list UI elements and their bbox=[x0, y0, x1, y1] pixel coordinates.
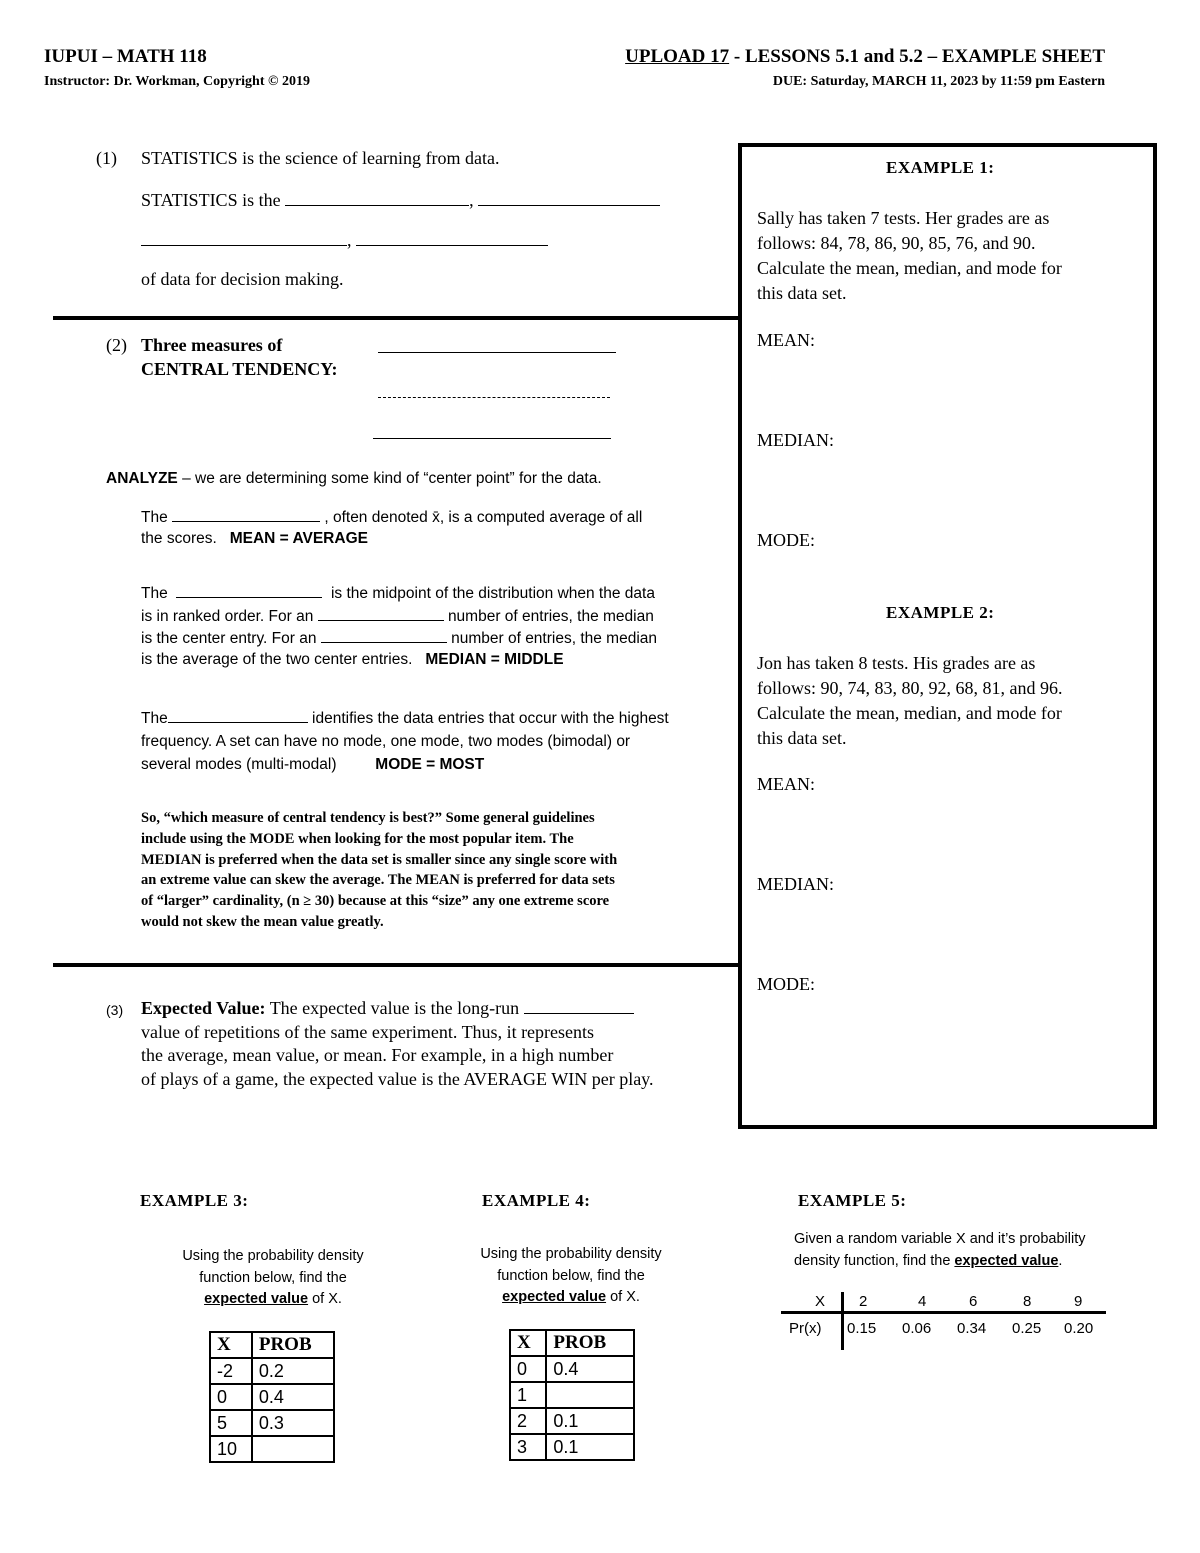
section1-number: (1) bbox=[96, 148, 117, 168]
mode-tag: MODE = MOST bbox=[375, 756, 485, 773]
course-title: IUPUI – MATH 118 bbox=[44, 46, 207, 67]
section1-line4: of data for decision making. bbox=[141, 269, 344, 289]
mode-desc-3: several modes (multi-modal) bbox=[141, 756, 337, 773]
cell-x: 2 bbox=[510, 1408, 546, 1434]
example5-p-value: 0.20 bbox=[1064, 1320, 1094, 1337]
upload-lessons: - LESSONS 5.1 and 5.2 – EXAMPLE SHEET bbox=[729, 46, 1105, 67]
section2-heading-1: Three measures of bbox=[141, 335, 283, 355]
example5-x-label: X bbox=[815, 1293, 826, 1310]
example3-line: function below, find the bbox=[199, 1269, 347, 1286]
example4-line: Using the probability density bbox=[480, 1246, 662, 1262]
tendency-blank-2 bbox=[378, 397, 610, 398]
section1-line3: , bbox=[141, 230, 548, 251]
section3-number: (3) bbox=[106, 1002, 124, 1018]
median-tag: MEDIAN = MIDDLE bbox=[425, 651, 564, 668]
example3-title: EXAMPLE 3: bbox=[140, 1191, 249, 1210]
blank-4 bbox=[356, 231, 548, 246]
cell-x: 3 bbox=[510, 1434, 546, 1460]
median-desc-2b: number of entries, the median bbox=[447, 608, 654, 625]
expected-value-heading: Expected Value: bbox=[141, 998, 266, 1018]
example4-title: EXAMPLE 4: bbox=[482, 1191, 591, 1210]
guidelines-paragraph bbox=[141, 808, 617, 933]
cell-prob bbox=[252, 1436, 334, 1462]
mode-line-2: frequency. A set can have no mode, one mode, two modes (bimodal) or bbox=[141, 733, 631, 750]
mean-line-1 bbox=[141, 507, 642, 527]
median-even-blank bbox=[321, 628, 447, 643]
example5-p-value: 0.06 bbox=[902, 1320, 932, 1337]
mode-blank bbox=[168, 708, 308, 723]
table-row bbox=[510, 1434, 634, 1460]
upload-number: UPLOAD 17 bbox=[625, 46, 730, 67]
cell-x: 10 bbox=[210, 1436, 252, 1462]
example2-text bbox=[757, 651, 1063, 751]
cell-prob: 0.4 bbox=[252, 1384, 334, 1410]
example1-median-label: MEDIAN: bbox=[757, 430, 834, 450]
table-row bbox=[210, 1358, 334, 1384]
tendency-blank-1 bbox=[378, 352, 616, 353]
example1-text bbox=[757, 206, 1062, 306]
section2-heading-2: CENTRAL TENDENCY: bbox=[141, 359, 338, 379]
median-odd-blank bbox=[318, 606, 444, 621]
guideline-line: an extreme value can skew the average. The MEAN is preferred for data sets bbox=[141, 872, 615, 889]
expected-value-term: expected value bbox=[204, 1291, 309, 1307]
mean-blank bbox=[172, 507, 320, 522]
cell-x: 1 bbox=[510, 1382, 546, 1408]
cell-prob: 0.4 bbox=[546, 1356, 634, 1382]
example5-line bbox=[794, 1250, 1086, 1272]
section1-line2-prefix: STATISTICS is the bbox=[141, 190, 281, 210]
long-run-blank bbox=[524, 999, 634, 1014]
table-row bbox=[210, 1436, 334, 1462]
mean-tag: MEAN = AVERAGE bbox=[229, 530, 368, 547]
median-desc-1: is the midpoint of the distribution when the data bbox=[330, 585, 655, 602]
example2-median-label: MEDIAN: bbox=[757, 874, 834, 894]
section1-line2: STATISTICS is the , bbox=[141, 190, 660, 211]
section3-line2: value of repetitions of the same experiment. Thus, it represents bbox=[141, 1022, 595, 1042]
example5-table-vrule bbox=[841, 1292, 844, 1350]
table-header-row bbox=[210, 1332, 334, 1358]
mode-line-1 bbox=[141, 708, 669, 728]
median-line-3 bbox=[141, 628, 657, 648]
analyze-text: – we are determining some kind of “center point” for the data. bbox=[177, 470, 602, 487]
median-desc-4: is the average of the two center entries. bbox=[141, 651, 413, 668]
table-row bbox=[210, 1384, 334, 1410]
median-desc-2a: is in ranked order. For an bbox=[141, 608, 314, 625]
analyze-line bbox=[106, 470, 602, 488]
guideline-line: MEDIAN is preferred when the data set is smaller since any single score with bbox=[141, 851, 618, 868]
median-line-1 bbox=[141, 583, 655, 603]
median-line-2 bbox=[141, 606, 654, 626]
example3-line: Using the probability density bbox=[182, 1248, 364, 1264]
median-desc-3b: number of entries, the median bbox=[451, 630, 658, 647]
blank-1 bbox=[285, 191, 469, 206]
divider-1 bbox=[53, 316, 741, 320]
cell-x: 0 bbox=[210, 1384, 252, 1410]
example1-line: Calculate the mean, median, and mode for bbox=[757, 258, 1062, 278]
example4-line3-rest: of X. bbox=[606, 1289, 640, 1305]
example5-table-hrule bbox=[781, 1311, 1106, 1314]
upload-title bbox=[625, 46, 1105, 68]
example3-table bbox=[209, 1331, 335, 1463]
example5-line2-rest: . bbox=[1058, 1253, 1063, 1269]
median-blank bbox=[176, 583, 322, 598]
table-header-row bbox=[510, 1330, 634, 1356]
cell-x: 0 bbox=[510, 1356, 546, 1382]
example1-line: this data set. bbox=[757, 283, 847, 303]
example1-line: follows: 84, 78, 86, 90, 85, 76, and 90. bbox=[757, 233, 1036, 253]
analyze-label: ANALYZE bbox=[106, 470, 178, 487]
cell-prob: 0.3 bbox=[252, 1410, 334, 1436]
table-row bbox=[510, 1356, 634, 1382]
section1-line1: STATISTICS is the science of learning from data. bbox=[141, 148, 500, 168]
example2-title: EXAMPLE 2: bbox=[886, 603, 995, 622]
mean-desc-2: the scores. bbox=[141, 530, 217, 547]
instructor-line: Instructor: Dr. Workman, Copyright © 2019 bbox=[44, 74, 310, 89]
example5-p-value: 0.15 bbox=[847, 1320, 877, 1337]
example1-mode-label: MODE: bbox=[757, 530, 815, 550]
example5-x-value: 2 bbox=[859, 1293, 868, 1310]
example3-instructions bbox=[120, 1246, 426, 1311]
example5-line: Given a random variable X and it’s probability bbox=[794, 1231, 1086, 1247]
cell-prob: 0.2 bbox=[252, 1358, 334, 1384]
mean-desc: , often denoted x̄, is a computed average of all bbox=[324, 509, 643, 526]
example2-line: follows: 90, 74, 83, 80, 92, 68, 81, and 96. bbox=[757, 678, 1063, 698]
example4-instructions bbox=[418, 1244, 724, 1309]
section3-line3: the average, mean value, or mean. For example, in a high number bbox=[141, 1045, 614, 1065]
expected-value-term: expected value bbox=[954, 1253, 1059, 1269]
example5-x-value: 8 bbox=[1023, 1293, 1032, 1310]
example5-x-value: 6 bbox=[969, 1293, 978, 1310]
blank-2 bbox=[478, 191, 660, 206]
section2-number: (2) bbox=[106, 335, 127, 355]
example2-mode-label: MODE: bbox=[757, 974, 815, 994]
mode-the: The bbox=[141, 710, 168, 727]
due-date: DUE: Saturday, MARCH 11, 2023 by 11:59 pm Eastern bbox=[772, 74, 1105, 89]
example1-mean-label: MEAN: bbox=[757, 330, 815, 350]
example5-p-value: 0.34 bbox=[957, 1320, 987, 1337]
guideline-line: would not skew the mean value greatly. bbox=[141, 913, 384, 930]
expected-value-def: The expected value is the long-run bbox=[265, 998, 520, 1018]
example5-p-label: Pr(x) bbox=[789, 1320, 822, 1337]
cell-prob: 0.1 bbox=[546, 1434, 634, 1460]
col-header-x: X bbox=[210, 1332, 252, 1358]
mode-desc-1: identifies the data entries that occur with the highest bbox=[312, 710, 669, 727]
table-row bbox=[510, 1382, 634, 1408]
example1-title: EXAMPLE 1: bbox=[886, 158, 995, 177]
mode-line-3 bbox=[141, 756, 484, 774]
example5-title: EXAMPLE 5: bbox=[798, 1191, 907, 1210]
col-header-prob: PROB bbox=[252, 1332, 334, 1358]
example1-line: Sally has taken 7 tests. Her grades are as bbox=[757, 208, 1050, 228]
example2-mean-label: MEAN: bbox=[757, 774, 815, 794]
guideline-line: So, “which measure of central tendency is best?” Some general guidelines bbox=[141, 810, 595, 826]
example4-line bbox=[418, 1287, 724, 1309]
tendency-blank-3 bbox=[373, 438, 611, 439]
example5-instructions bbox=[794, 1228, 1086, 1272]
example3-line bbox=[120, 1289, 426, 1311]
table-row bbox=[510, 1408, 634, 1434]
divider-2 bbox=[53, 963, 741, 967]
section3-line1 bbox=[141, 998, 634, 1019]
guideline-line: include using the MODE when looking for the most popular item. The bbox=[141, 830, 574, 847]
example5-x-value: 4 bbox=[918, 1293, 927, 1310]
mean-the: The bbox=[141, 509, 168, 526]
section3-line4: of plays of a game, the expected value is the AVERAGE WIN per play. bbox=[141, 1069, 654, 1089]
col-header-prob: PROB bbox=[546, 1330, 634, 1356]
table-row bbox=[210, 1410, 334, 1436]
example3-line3-rest: of X. bbox=[308, 1291, 342, 1307]
guideline-line: of “larger” cardinality, (n ≥ 30) because at this “size” any one extreme score bbox=[141, 893, 610, 910]
median-line-4 bbox=[141, 651, 564, 669]
cell-x: -2 bbox=[210, 1358, 252, 1384]
cell-prob bbox=[546, 1382, 634, 1408]
cell-prob: 0.1 bbox=[546, 1408, 634, 1434]
example2-line: this data set. bbox=[757, 728, 847, 748]
example2-line: Calculate the mean, median, and mode for bbox=[757, 703, 1062, 723]
example5-x-value: 9 bbox=[1074, 1293, 1083, 1310]
expected-value-term: expected value bbox=[502, 1289, 607, 1305]
example2-line: Jon has taken 8 tests. His grades are as bbox=[757, 653, 1036, 673]
median-desc-3a: is the center entry. For an bbox=[141, 630, 317, 647]
cell-x: 5 bbox=[210, 1410, 252, 1436]
blank-3 bbox=[141, 231, 347, 246]
mean-line-2 bbox=[141, 530, 368, 548]
median-the: The bbox=[141, 585, 168, 602]
example4-line: function below, find the bbox=[497, 1267, 645, 1284]
col-header-x: X bbox=[510, 1330, 546, 1356]
example5-line2-a: density function, find the bbox=[794, 1253, 955, 1269]
example5-p-value: 0.25 bbox=[1012, 1320, 1042, 1337]
example4-table bbox=[509, 1329, 635, 1461]
